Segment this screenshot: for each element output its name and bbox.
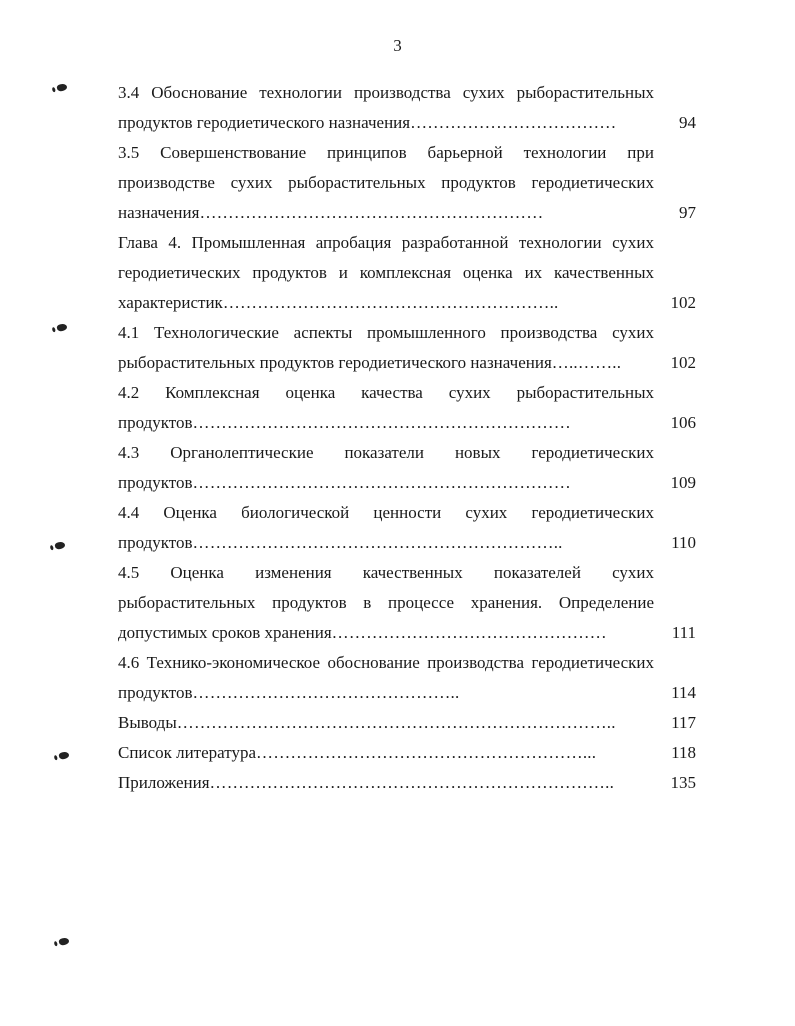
- dot-leader: …..……..: [551, 353, 622, 372]
- toc-entry-page: 97: [679, 203, 696, 222]
- toc-entry: [118, 738, 696, 768]
- toc-entry-title: [118, 138, 654, 228]
- toc-entry: [118, 138, 696, 228]
- toc-entry-page: 111: [671, 623, 696, 642]
- toc-entry: [118, 318, 696, 378]
- toc-entry-line: рыборастительных продуктов в процессе хранения. Определение: [118, 593, 654, 612]
- toc-entry-title: [118, 708, 654, 738]
- toc-entry-line: 4.5 Оценка изменения качественных показателей сухих: [118, 563, 654, 582]
- dot-leader: …………………………………………………………: [192, 413, 571, 432]
- toc-entry-title: [118, 738, 654, 768]
- dot-leader: …………………………………………………………………..: [176, 713, 616, 732]
- toc-entry: [118, 378, 696, 438]
- punch-hole-mark-5: [58, 937, 69, 946]
- dot-leader: ……………………………………………………………..: [209, 773, 615, 792]
- toc-entry: [118, 648, 696, 708]
- toc-entry-line: 4.2 Комплексная оценка качества сухих рыборастительных: [118, 383, 654, 402]
- toc-entry: [118, 228, 696, 318]
- toc-entry-title: [118, 768, 654, 798]
- page-number: 3: [393, 36, 402, 55]
- toc-entry-page: 102: [670, 293, 696, 312]
- toc-entry-line: Выводы: [118, 713, 177, 732]
- dot-leader: ………………………………: [410, 113, 617, 132]
- dot-leader: …………………………………………………………: [192, 473, 571, 492]
- toc-entry-line: 3.5 Совершенствование принципов барьерной технологии при: [118, 143, 654, 162]
- dot-leader: …………………………………………………...: [256, 743, 597, 762]
- toc-entry: [118, 498, 696, 558]
- toc-entry-line: 4.1 Технологические аспекты промышленного производства сухих: [118, 323, 654, 342]
- toc-entry-line: Приложения: [118, 773, 210, 792]
- punch-hole-mark-4: [58, 751, 69, 760]
- toc-entry: [118, 768, 696, 798]
- toc-entry-line: 4.4 Оценка биологической ценности сухих геродиетических: [118, 503, 654, 522]
- toc-entry-page: 94: [679, 113, 696, 132]
- toc-entry-page: 110: [671, 533, 696, 552]
- toc-entry-title: [118, 498, 654, 558]
- toc-entry-page: 135: [670, 773, 696, 792]
- punch-hole-mark-1: [56, 83, 67, 92]
- dot-leader: ……………………………………………………: [199, 203, 544, 222]
- toc-entry: [118, 78, 696, 138]
- toc-entry-line: Глава 4. Промышленная апробация разработанной технологии сухих: [118, 233, 654, 252]
- dot-leader: ………………………………………..: [192, 683, 460, 702]
- toc-entry-line: производстве сухих рыборастительных продуктов геродиетических: [118, 173, 654, 192]
- toc-entry-line: рыборастительных продуктов геродиетического назначения: [118, 353, 552, 372]
- toc-entry-page: 102: [670, 353, 696, 372]
- toc-entry-title: [118, 438, 654, 498]
- toc-entry-title: [118, 228, 654, 318]
- toc-entry: [118, 558, 696, 648]
- toc-entry-title: [118, 78, 654, 138]
- dot-leader: …………………………………………………..: [222, 293, 559, 312]
- toc-entry-line: 3.4 Обоснование технологии производства сухих рыборастительных: [118, 83, 654, 102]
- punch-hole-mark-3: [54, 541, 65, 550]
- toc-entry-line: геродиетических продуктов и комплексная оценка их качественных: [118, 263, 654, 282]
- toc-entry-page: 117: [671, 713, 696, 732]
- table-of-contents: [118, 78, 696, 798]
- toc-entry-line: продуктов: [118, 533, 193, 552]
- toc-entry-line: продуктов геродиетического назначения: [118, 113, 411, 132]
- toc-entry-line: продуктов: [118, 413, 193, 432]
- toc-entry-line: характеристик: [118, 293, 223, 312]
- toc-entry-line: допустимых сроков хранения: [118, 623, 332, 642]
- toc-entry-line: геродиетических продуктов: [118, 653, 654, 702]
- toc-entry-line: 4.6 Технико-экономическое обоснование производства: [118, 653, 525, 672]
- toc-entry: [118, 438, 696, 498]
- toc-entry-line: продуктов: [118, 473, 193, 492]
- toc-entry-title: [118, 318, 654, 378]
- toc-entry-page: 109: [670, 473, 696, 492]
- toc-entry: [118, 708, 696, 738]
- dot-leader: …………………………………………: [331, 623, 607, 642]
- toc-entry-line: 4.3 Органолептические показатели новых геродиетических: [118, 443, 654, 462]
- toc-entry-title: [118, 558, 654, 648]
- punch-hole-mark-2: [56, 323, 67, 332]
- toc-entry-line: Список литература: [118, 743, 257, 762]
- toc-entry-line: назначения: [118, 203, 200, 222]
- toc-entry-title: [118, 378, 654, 438]
- toc-entry-title: [118, 648, 654, 708]
- toc-entry-page: 118: [671, 743, 696, 762]
- toc-entry-page: 114: [671, 683, 696, 702]
- dot-leader: ………………………………………………………..: [192, 533, 563, 552]
- toc-entry-page: 106: [670, 413, 696, 432]
